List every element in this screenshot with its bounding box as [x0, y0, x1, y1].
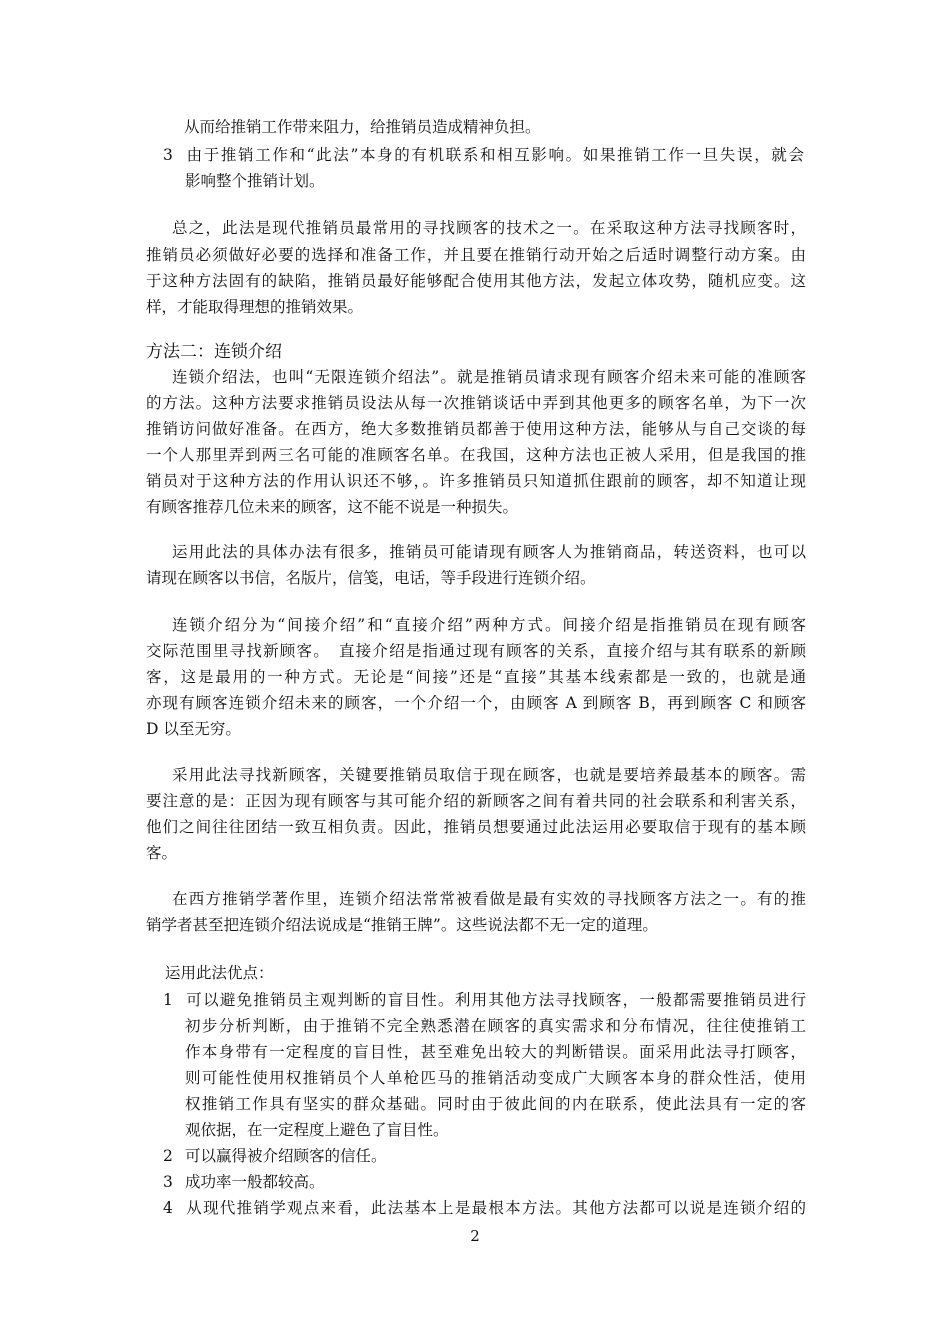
list-item-3-line: 影响整个推销计划。: [185, 172, 325, 190]
list-item-number: 2: [163, 1147, 173, 1165]
advantage-item-1: [163, 987, 806, 1013]
list-item-number: 3: [163, 146, 173, 164]
paragraph-line: 在西方推销学著作里，连锁介绍法常常被看做是最有实效的寻找顾客方法之一。有的推: [172, 890, 806, 908]
paragraph-line: 销员对于这种方法的作用认识还不够，。许多推销员只知道抓住跟前的顾客，却不知道让现: [146, 472, 806, 490]
list-item-number: 3: [163, 1173, 173, 1191]
paragraph-line: 连锁介绍法，也叫“无限连锁介绍法”。就是推销员请求现有顾客介绍未来可能的准顾客: [172, 368, 806, 386]
advantages-title: 运用此法优点：: [165, 964, 274, 982]
paragraph-line: 要注意的是：正因为现有顾客与其可能介绍的新顾客之间有着共同的社会联系和利害关系，: [146, 792, 806, 810]
list-item-text: 成功率一般都较高。: [185, 1173, 325, 1191]
paragraph-line: 交际范围里寻找新顾客。 直接介绍是指通过现有顾客的关系，直接介绍与其有联系的新顾: [146, 642, 806, 660]
list-item-2-tail: 从而给推销工作带来阻力，给推销员造成精神负担。: [184, 118, 541, 136]
advantage-item-1-line: 初步分析判断，由于推销不完全熟悉潜在顾客的真实需求和分布情况，往往使推销工: [185, 1017, 806, 1035]
page-number: 2: [470, 1227, 480, 1245]
advantage-item-1-line: 观依据，在一定程度上避色了盲目性。: [185, 1121, 449, 1139]
list-item-number: 4: [163, 1199, 173, 1217]
paragraph-line: 样，才能取得理想的推销效果。: [146, 298, 364, 316]
advantage-item-1-line: 作本身带有一定程度的盲目性，甚至难免出较大的判断错误。面采用此法寻打顾客，: [185, 1043, 806, 1061]
paragraph-line: 客。: [146, 844, 178, 862]
list-item-text: 可以赢得被介绍顾客的信任。: [185, 1147, 387, 1165]
list-item-text: 可以避免推销员主观判断的盲目性。利用其他方法寻找顾客，一般都需要推销员进行: [185, 991, 806, 1009]
paragraph-line: 客，这是最用的一种方式。无论是“间接”还是“直接”其基本线索都是一致的，也就是通: [146, 668, 806, 686]
paragraph-line: 他们之间往往团结一致互相负责。因此，推销员想要通过此法运用必要取信于现有的基本顾: [146, 818, 806, 836]
paragraph-line: 销学者甚至把连锁介绍法说成是“推销王牌”。这些说法都不无一定的道理。: [146, 916, 658, 934]
list-item-text: 由于推销工作和“此法”本身的有机联系和相互影响。如果推销工作一旦失误，就会: [185, 146, 804, 164]
advantage-item-1-line: 权推销工作具有坚实的群众基础。同时由于彼此间的内在联系，使此法具有一定的客: [185, 1095, 806, 1113]
list-item-3: [163, 142, 804, 168]
advantage-item-4: [163, 1195, 806, 1221]
paragraph-line: 有顾客推荐几位未来的顾客，这不能不说是一种损失。: [146, 498, 519, 516]
paragraph-line: 推销员必须做好必要的选择和准备工作，并且要在推销行动开始之后适时调整行动方案。由: [146, 246, 806, 264]
section-heading: 方法二：连锁介绍: [146, 342, 282, 362]
paragraph-line: 一个人那里弄到两三名可能的准顾客名单。在我国，这种方法也正被人采用，但是我国的推: [146, 446, 806, 464]
paragraph-line: 运用此法的具体办法有很多，推销员可能请现有顾客人为推销商品，转送资料，也可以: [172, 543, 806, 561]
paragraph-line: 连锁介绍分为“间接介绍”和“直接介绍”两种方式。间接介绍是指推销员在现有顾客: [172, 616, 806, 634]
list-item-number: 1: [163, 991, 173, 1009]
paragraph-line: 的方法。这种方法要求推销员设法从每一次推销谈话中弄到其他更多的顾客名单，为下一次: [146, 394, 806, 412]
paragraph-line: D 以至无穷。: [146, 720, 241, 738]
paragraph-line: 于这种方法固有的缺陷，推销员最好能够配合使用其他方法，发起立体攻势，随机应变。这: [146, 272, 806, 290]
paragraph-line: 总之，此法是现代推销员最常用的寻找顾客的技术之一。在采取这种方法寻找顾客时，: [172, 219, 806, 237]
paragraph-line: 推销访问做好准备。在西方，绝大多数推销员都善于使用这种方法，能够从与自己交谈的每: [146, 420, 806, 438]
paragraph-line: 亦现有顾客连锁介绍未来的顾客，一个介绍一个，由顾客 A 到顾客 B，再到顾客 C 和顾客: [146, 694, 806, 712]
paragraph-line: 采用此法寻找新顾客，关键要推销员取信于现在顾客，也就是要培养最基本的顾客。需: [172, 766, 806, 784]
list-item-text: 从现代推销学观点来看，此法基本上是最根本方法。其他方法都可以说是连锁介绍的: [185, 1199, 806, 1217]
paragraph-line: 请现在顾客以书信，名版片，信笺，电话，等手段进行连锁介绍。: [146, 569, 596, 587]
advantage-item-1-line: 则可能性使用权推销员个人单枪匹马的推销活动变成广大顾客本身的群众性活，使用: [185, 1069, 806, 1087]
advantage-item-3: [163, 1169, 806, 1195]
advantage-item-2: [163, 1143, 806, 1169]
